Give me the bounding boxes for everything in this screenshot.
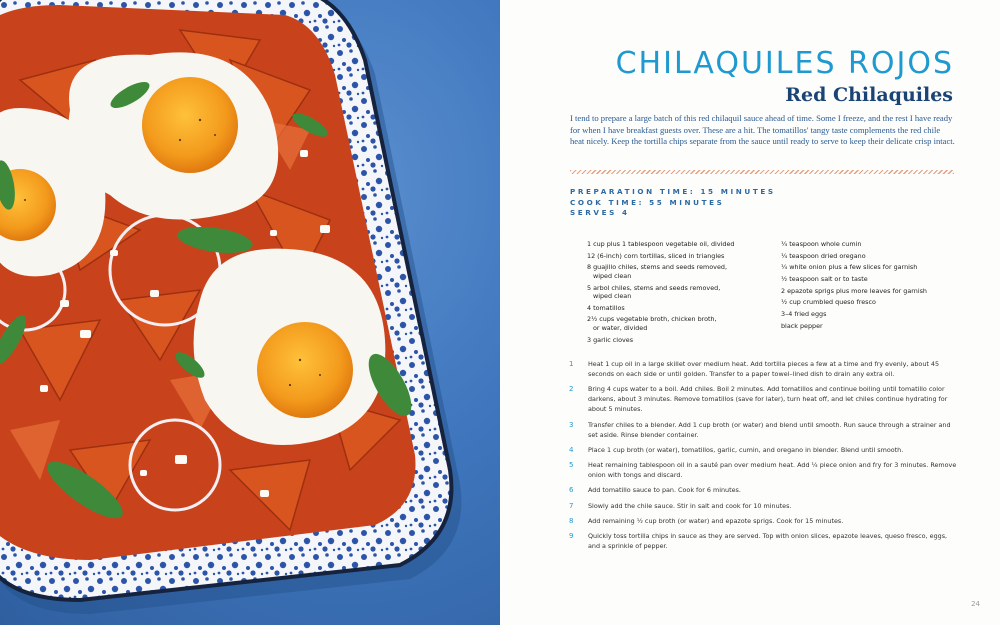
ingredients-list-right [781, 240, 956, 334]
ingredient-item: 2½ cups vegetable broth, chicken broth, or water, divided [587, 315, 717, 332]
step-text: Bring 4 cups water to a boil. Add chiles. Boil 2 minutes. Add tomatillos and continue boiling until tomatillo color darkens, about 3 minutes. Remove tomatillos (save for later), turn heat off, and let chiles continue hydrating for about 5 minutes. [588, 385, 948, 414]
ingredient-item: 5 arbol chiles, stems and seeds removed, wiped clean [587, 283, 721, 301]
servings: SERVES 4 [570, 208, 630, 218]
ingredient-item: 4 tomatillos [587, 303, 625, 312]
step-text: Heat 1 cup oil in a large skillet over medium heat. Add tortilla pieces a few at a time and fry evenly, about 45 seconds on each side or until golden. Transfer to a paper towel–lined dish to drain any extra oil. [588, 360, 940, 378]
step-number: 1 [569, 360, 574, 368]
step-text: Add tomatillo sauce to pan. Cook for 6 minutes. [588, 486, 741, 495]
step-number: 5 [569, 461, 574, 470]
cook-time: COOK TIME: 55 MINUTES [570, 197, 725, 207]
step-item [566, 359, 960, 379]
ingredient-item: ¼ teaspoon dried oregano [781, 251, 866, 260]
ingredient-item: 8 guajillo chiles, stems and seeds removed, wiped clean [587, 263, 727, 280]
ingredient-item: black pepper [781, 321, 823, 330]
step-number: 4 [569, 445, 574, 454]
step-item [566, 384, 960, 414]
step-number: 8 [569, 517, 574, 526]
step-number: 6 [569, 486, 574, 495]
decorative-divider [570, 170, 954, 174]
step-item [566, 531, 960, 551]
ingredient-item: ½ teaspoon salt or to taste [781, 275, 868, 284]
ingredient-item: 2 epazote sprigs plus more leaves for garnish [781, 286, 927, 295]
recipe-subtitle: Red Chilaquiles [785, 84, 953, 106]
step-number: 3 [569, 420, 574, 429]
step-item [566, 420, 960, 440]
ingredient-item: 12 (6-inch) corn tortillas, sliced in triangles [587, 251, 725, 260]
ingredient-item: 3–4 fried eggs [781, 310, 827, 319]
prep-time: PREPARATION TIME: 15 MINUTES [570, 187, 776, 196]
step-item [566, 485, 960, 495]
step-item [566, 516, 960, 526]
instruction-steps [566, 359, 960, 557]
step-number: 7 [569, 501, 574, 510]
step-text: Slowly add the chile sauce. Stir in salt and cook for 10 minutes. [588, 501, 792, 510]
ingredient-item: 1 cup plus 1 tablespoon vegetable oil, divided [587, 240, 735, 248]
recipe-meta [570, 187, 776, 219]
step-number: 2 [569, 385, 574, 394]
step-item [566, 460, 960, 480]
step-text: Heat remaining tablespoon oil in a sauté pan over medium heat. Add ¼ piece onion and fry for 3 minutes. Remove onion with tongs and discard. [588, 461, 957, 480]
recipe-intro: I tend to prepare a large batch of this red chilaquil sauce ahead of time. Some I freeze, and the rest I have ready for when I have breakfast guests over. These are a hit. The tomatillos' tangy taste complements the red chile heat nicely. Keep the tortilla chips separate from the sauce until ready to serve to keep their delicate crisp intact. [570, 113, 955, 147]
ingredient-item: ½ cup crumbled queso fresco [781, 298, 876, 307]
recipe-page [500, 0, 1000, 625]
step-text: Add remaining ½ cup broth (or water) and epazote sprigs. Cook for 15 minutes. [588, 517, 844, 526]
ingredient-item: ¼ white onion plus a few slices for garnish [781, 263, 918, 272]
step-item [566, 445, 960, 455]
ingredients-list-left [587, 240, 747, 347]
ingredient-item: ¼ teaspoon whole cumin [781, 240, 862, 248]
page-number: 24 [971, 600, 980, 608]
step-item [566, 501, 960, 511]
step-text: Quickly toss tortilla chips in sauce as they are served. Top with onion slices, epazote leaves, queso fresco, eggs, and a sprinkle of pepper. [588, 532, 948, 551]
step-number: 9 [569, 532, 574, 541]
recipe-title: CHILAQUILES ROJOS [615, 46, 954, 81]
step-text: Place 1 cup broth (or water), tomatillos, garlic, cumin, and oregano in blender. Blend until smooth. [588, 445, 904, 454]
ingredient-item: 3 garlic cloves [587, 335, 634, 344]
step-text: Transfer chiles to a blender. Add 1 cup broth (or water) and blend until smooth. Run sauce through a strainer and set aside. Rinse blender container. [588, 420, 951, 439]
